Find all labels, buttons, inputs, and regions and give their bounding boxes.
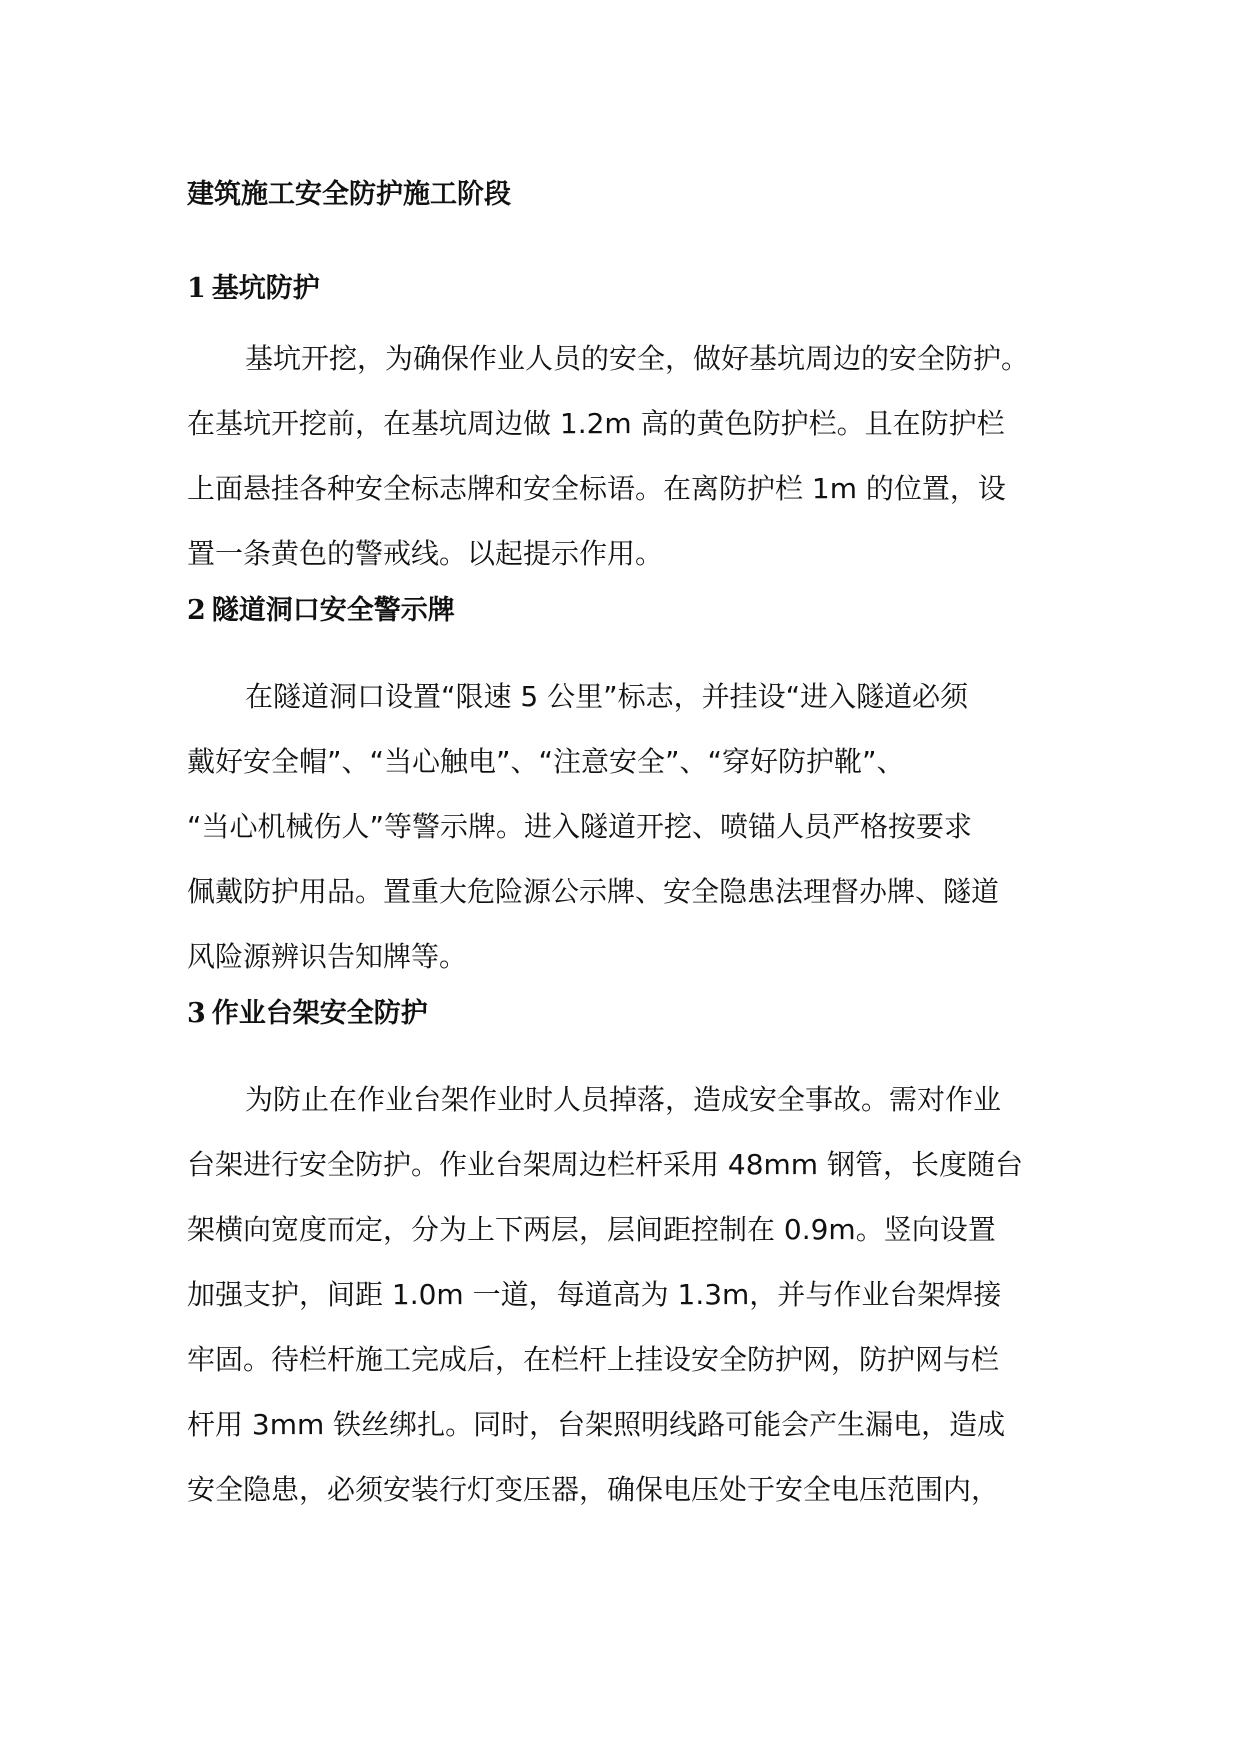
- section-title: 作业台架安全防护: [211, 998, 428, 1029]
- paragraph-line: 风险源辨识告知牌等。: [187, 940, 468, 973]
- paragraph-line: 在隧道洞口设置“限速 5 公里”标志，并挂设“进入隧道必须: [245, 680, 969, 713]
- section-heading-3: [187, 989, 1067, 1039]
- section-number: 2: [187, 595, 206, 626]
- paragraph-line: “当心机械伤人”等警示牌。进入隧道开挖、喷锚人员严格按要求: [187, 810, 973, 843]
- section-title: 隧道洞口安全警示牌: [211, 595, 455, 626]
- section-paragraph-1: [187, 326, 1067, 586]
- paragraph-line: 上面悬挂各种安全标志牌和安全标语。在离防护栏 1m 的位置，设: [187, 472, 1006, 505]
- paragraph-line: 为防止在作业台架作业时人员掉落，造成安全事故。需对作业: [245, 1083, 1002, 1116]
- section-heading-1: [187, 264, 1067, 314]
- paragraph-line: 加强支护，间距 1.0m 一道，每道高为 1.3m，并与作业台架焊接: [187, 1278, 1002, 1311]
- section-heading-2: [187, 586, 1067, 636]
- paragraph-line: 杆用 3mm 铁丝绑扎。同时，台架照明线路可能会产生漏电，造成: [187, 1408, 1006, 1441]
- paragraph-line: 台架进行安全防护。作业台架周边栏杆采用 48mm 钢管，长度随台: [187, 1148, 1023, 1181]
- section-number: 1: [187, 273, 206, 304]
- section-paragraph-2: [187, 664, 1067, 989]
- paragraph-line: 在基坑开挖前，在基坑周边做 1.2m 高的黄色防护栏。且在防护栏: [187, 407, 1005, 440]
- section-number: 3: [187, 998, 206, 1029]
- paragraph-line: 佩戴防护用品。置重大危险源公示牌、安全隐患法理督办牌、隧道: [187, 875, 1000, 908]
- paragraph-line: 架横向宽度而定，分为上下两层，层间距控制在 0.9m。竖向设置: [187, 1213, 996, 1246]
- paragraph-line: 戴好安全帽”、“当心触电”、“注意安全”、“穿好防护靴”、: [187, 745, 905, 778]
- document-title: 建筑施工安全防护施工阶段: [187, 179, 511, 210]
- paragraph-line: 置一条黄色的警戒线。以起提示作用。: [187, 537, 664, 570]
- document-body: [187, 170, 1067, 1522]
- paragraph-line: 安全隐患，必须安装行灯变压器，确保电压处于安全电压范围内，: [187, 1473, 1000, 1506]
- section-paragraph-3: [187, 1067, 1067, 1522]
- paragraph-line: 牢固。待栏杆施工完成后，在栏杆上挂设安全防护网，防护网与栏: [187, 1343, 1000, 1376]
- section-title: 基坑防护: [211, 273, 320, 304]
- paragraph-line: 基坑开挖，为确保作业人员的安全，做好基坑周边的安全防护。: [245, 342, 1030, 375]
